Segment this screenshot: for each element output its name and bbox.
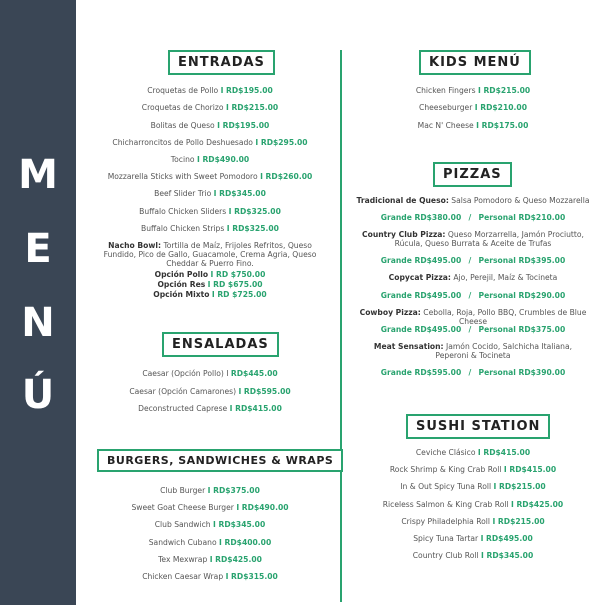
list-item: Tocino I RD$490.00 xyxy=(170,155,250,164)
list-item: Caesar (Opción Pollo) I RD$445.00 xyxy=(142,369,278,378)
list-item: Chicharroncitos de Pollo Deshuesado I RD$295.00 xyxy=(112,138,308,147)
pizza-item: Meat Sensation: Jamón Cocido, Salchicha Italiana, Peperoni & Tocineta xyxy=(373,342,573,360)
list-item: Mozzarella Sticks with Sweet Pomodoro I RD$260.00 xyxy=(107,172,313,181)
list-item: Buffalo Chicken Strips I RD$325.00 xyxy=(141,224,279,233)
pizza-item: Country Club Pizza: Queso Morzarrella, Jamón Prociutto, Rúcula, Queso Burrata & Aceite de Trufas xyxy=(362,230,584,248)
pizza-item: Tradicional de Queso: Salsa Pomodoro & Queso Mozzarella xyxy=(356,196,590,205)
column-divider xyxy=(340,50,342,602)
pizza-prices: Grande RD$495.00 / Personal RD$375.00 xyxy=(380,325,566,334)
list-item: Bolitas de Queso I RD$195.00 xyxy=(150,121,270,130)
nacho-bowl-item: Nacho Bowl: Tortilla de Maíz, Frijoles Refritos, Queso Fundido, Pico de Gallo, Guacamole, Crema Agria, Queso Cheddar & Puerro Fino. xyxy=(103,241,317,268)
list-item: Opción Res I RD $675.00 xyxy=(157,280,263,289)
pizza-prices: Grande RD$595.00 / Personal RD$390.00 xyxy=(380,368,566,377)
list-item: Country Club Roll I RD$345.00 xyxy=(412,551,534,560)
list-item: Buffalo Chicken Sliders I RD$325.00 xyxy=(139,207,281,216)
menu-letter-n: N xyxy=(21,300,55,346)
list-item: Cheeseburger I RD$210.00 xyxy=(419,103,527,112)
pizza-prices: Grande RD$495.00 / Personal RD$395.00 xyxy=(380,256,566,265)
kids-menu-title: KIDS MENÚ xyxy=(419,50,531,75)
list-item: Mac N' Cheese I RD$175.00 xyxy=(417,121,529,130)
sidebar xyxy=(0,0,76,605)
pizza-prices: Grande RD$495.00 / Personal RD$290.00 xyxy=(380,291,566,300)
list-item: Deconstructed Caprese I RD$415.00 xyxy=(138,404,282,413)
list-item: Caesar (Opción Camarones) I RD$595.00 xyxy=(129,387,291,396)
list-item: Beef Slider Trio I RD$345.00 xyxy=(154,189,266,198)
list-item: Chicken Fingers I RD$215.00 xyxy=(415,86,531,95)
list-item: Riceless Salmon & King Crab Roll I RD$425.00 xyxy=(382,500,564,509)
menu-letter-u: Ú xyxy=(21,372,55,418)
ensaladas-title: ENSALADAS xyxy=(162,332,279,357)
pizza-item: Cowboy Pizza: Cebolla, Roja, Pollo BBQ, Crumbles de Blue Cheese xyxy=(359,308,587,326)
list-item: Chicken Caesar Wrap I RD$315.00 xyxy=(142,572,278,581)
list-item: Croquetas de Chorizo I RD$215.00 xyxy=(141,103,279,112)
list-item: Tex Mexwrap I RD$425.00 xyxy=(158,555,262,564)
list-item: Club Sandwich I RD$345.00 xyxy=(154,520,266,529)
pizza-prices: Grande RD$380.00 / Personal RD$210.00 xyxy=(380,213,566,222)
list-item: Rock Shrimp & King Crab Roll I RD$415.00 xyxy=(389,465,557,474)
pizza-item: Copycat Pizza: Ajo, Perejil, Maíz & Tocineta xyxy=(388,273,558,282)
list-item: Opción Pollo I RD $750.00 xyxy=(154,270,266,279)
sushi-station-title: SUSHI STATION xyxy=(406,414,550,439)
list-item: Ceviche Clásico I RD$415.00 xyxy=(415,448,531,457)
pizzas-title: PIZZAS xyxy=(433,162,512,187)
left-column xyxy=(84,0,336,605)
list-item: Spicy Tuna Tartar I RD$495.00 xyxy=(413,534,533,543)
menu-letter-m: M xyxy=(18,152,58,198)
list-item: Club Burger I RD$375.00 xyxy=(160,486,260,495)
right-column xyxy=(345,0,601,605)
list-item: Sweet Goat Cheese Burger I RD$490.00 xyxy=(131,503,289,512)
entradas-title: ENTRADAS xyxy=(168,50,275,75)
list-item: Croquetas de Pollo I RD$195.00 xyxy=(147,86,273,95)
list-item: Crispy Philadelphia Roll I RD$215.00 xyxy=(401,517,545,526)
list-item: In & Out Spicy Tuna Roll I RD$215.00 xyxy=(400,482,546,491)
burgers-title: BURGERS, SANDWICHES & WRAPS xyxy=(97,449,343,472)
list-item: Opción Mixto I RD $725.00 xyxy=(153,290,267,299)
menu-letter-e: E xyxy=(24,226,52,272)
list-item: Sandwich Cubano I RD$400.00 xyxy=(148,538,272,547)
